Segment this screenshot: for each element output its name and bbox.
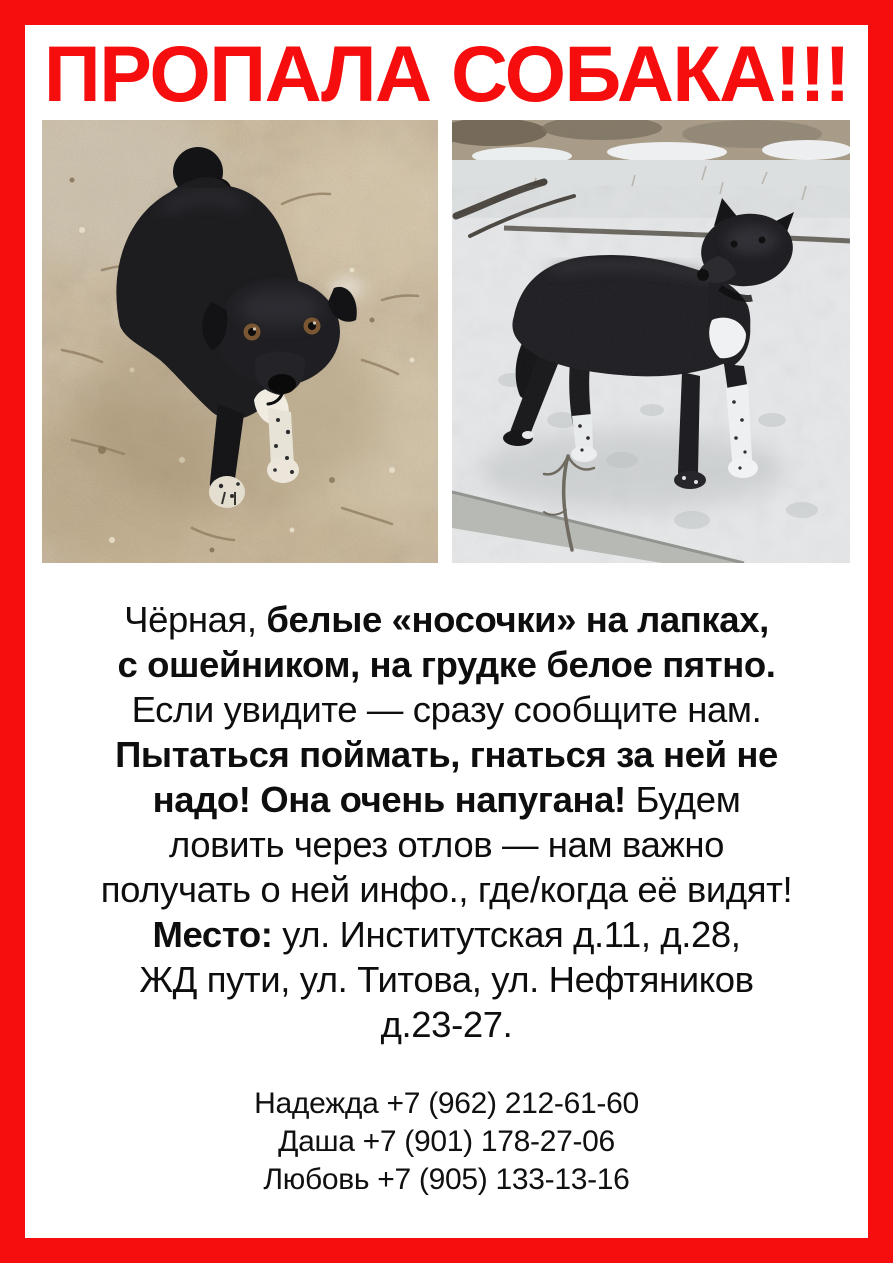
poster-inner: [25, 25, 868, 1238]
description-line-9: [25, 957, 868, 1002]
photo-dog-on-snow: [452, 120, 850, 563]
description-line-7: [25, 867, 868, 912]
text-segment: ул. Институтская д.11, д.28,: [282, 914, 741, 955]
description-line-3: [25, 687, 868, 732]
text-segment: ловить через отлов — нам важно: [168, 824, 725, 865]
snow-curb-and-twig: [452, 120, 850, 563]
description-line-4: [25, 732, 868, 777]
photo-row: [42, 120, 852, 563]
contact-line-1: Надежда +7 (962) 212-61-60: [254, 1087, 639, 1120]
text-segment: белые «носочки» на лапках,: [266, 599, 769, 640]
text-segment: Чёрная,: [124, 599, 267, 640]
description-line-2: [25, 642, 868, 687]
description-line-6: [25, 822, 868, 867]
text-segment: Пытаться поймать, гнаться за ней не: [115, 734, 778, 775]
description-line-10: [25, 1002, 868, 1047]
text-segment: надо! Она очень напугана!: [152, 779, 636, 820]
text-segment: получать о ней инфо., где/когда её видят!: [100, 869, 793, 910]
poster-title: ПРОПАЛА СОБАКА!!!: [43, 29, 850, 118]
description-line-5: [25, 777, 868, 822]
text-segment: ЖД пути, ул. Титова, ул. Нефтяников: [139, 959, 754, 1000]
description-line-8: [25, 912, 868, 957]
contacts-block: [25, 1085, 868, 1199]
text-segment: с ошейником, на грудке белое пятно.: [117, 644, 776, 685]
text-segment: Место:: [152, 914, 283, 955]
description-line-1: [25, 597, 868, 642]
text-segment: Будем: [635, 779, 741, 820]
contact-line-3: Любовь +7 (905) 133-13-16: [263, 1163, 630, 1196]
text-segment: д.23-27.: [380, 1004, 513, 1045]
photo-dog-on-sand: [42, 120, 438, 563]
contact-line-2: Даша +7 (901) 178-27-06: [278, 1125, 615, 1158]
description-block: [25, 597, 868, 1047]
text-segment: Если увидите — сразу сообщите нам.: [131, 689, 762, 730]
